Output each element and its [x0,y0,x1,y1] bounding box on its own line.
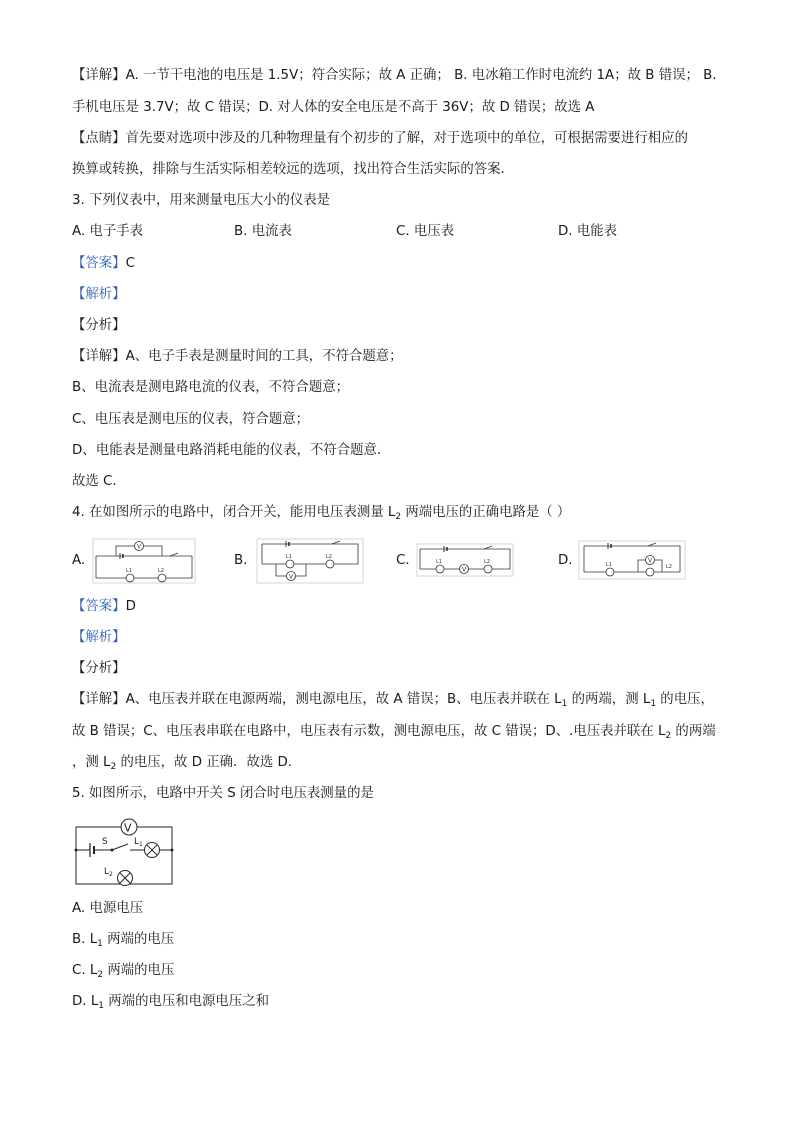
q5-l2-sub: 2 [109,871,113,878]
p1-text-1: A. 一节干电池的电压是 1.5V；符合实际；故 A 正确； B. 电冰箱工作时电流约 1A；故 B 错误； B. [125,68,717,83]
q3-option-b: B. 电流表 [234,224,292,239]
q3-detail-tag: 【详解】 [72,349,126,364]
q4-option-a-label: A. [72,553,86,568]
q4-stem [72,503,570,527]
q4-stem-a: 4. 在如图所示的电路中，闭合开关，能用电压表测量 L [72,505,396,520]
q3-answer [72,254,135,274]
q5-circuit-diagram [72,814,176,888]
q4-answer-value: D [125,599,136,614]
q4-detail-tag: 【详解】 [72,692,126,707]
q5-stem: 5. 如图所示，电路中开关 S 闭合时电压表测量的是 [72,786,374,801]
q4-detail-1 [72,690,714,714]
p1-line-2: 手机电压是 3.7V；故 C 错误；D. 对人体的安全电压是不高于 36V；故 D 错误；故选 A [72,100,595,115]
q4-detail-1c: 的电压， [656,692,714,707]
q4-detail-2 [72,722,716,746]
q5-l2-label [104,867,113,878]
q4-jiexi: 【解析】 [72,630,126,645]
q3-answer-tag: 【答案】 [72,256,126,271]
q4-detail-2-sub: 2 [665,731,672,741]
p2-line-1 [72,129,688,149]
q3-option-d: D. 电能表 [558,224,617,239]
q3-detail-4: D、电能表是测量电路消耗电能的仪表，不符合题意． [72,443,391,458]
q4-detail-3 [72,753,292,777]
q5-option-d [72,992,269,1016]
svg-text:V: V [137,543,142,551]
q4-detail-3b: 的电压，故 D 正确．故选 D. [116,755,293,770]
q4-option-b-label: B. [234,553,248,568]
q5-voltmeter-label: V [124,821,132,835]
q5-l1-label [134,837,143,848]
svg-text:L1: L1 [126,568,132,574]
q4-circuit-c-diagram [416,543,514,577]
q5-option-c-b: 两端的电压 [103,963,175,978]
svg-text:V: V [648,557,653,565]
q4-detail-3a: ，测 L [72,755,111,770]
svg-text:L2: L2 [158,568,164,574]
q3-fenxi: 【分析】 [72,318,126,333]
q5-option-c-a: C. L [72,963,98,978]
q3-option-a: A. 电子手表 [72,224,143,239]
q5-switch-label: S [102,837,108,847]
q4-detail-2a: 故 B 错误；C、电压表串联在电路中，电压表有示数，测电源电压，故 C 错误；D、.电压表并联在 L [72,724,666,739]
q4-answer-tag: 【答案】 [72,599,126,614]
q4-fenxi: 【分析】 [72,661,126,676]
q5-l2-letter: L [104,867,110,877]
q5-option-d-b: 两端的电压和电源电压之和 [104,994,269,1009]
q4-detail-1-sub: 1 [561,699,568,709]
q5-l1-sub: 1 [139,841,143,848]
q4-detail-1-sub2: 1 [650,699,657,709]
svg-text:V: V [289,573,294,581]
q4-detail-2b: 的两端 [671,724,716,739]
q4-option-c-label: C. [396,553,410,568]
q3-jiexi: 【解析】 [72,287,126,302]
q3-stem: 3. 下列仪表中，用来测量电压大小的仪表是 [72,193,331,208]
q5-l1-letter: L [134,837,140,847]
q5-option-b-b: 两端的电压 [102,932,175,947]
p2-tag: 【点睛】 [72,131,126,146]
svg-text:L1: L1 [606,562,612,568]
p2-text-1: 首先要对选项中涉及的几种物理量有个初步的了解，对于选项中的单位，可根据需要进行相应的 [125,131,688,146]
q3-option-c: C. 电压表 [396,224,455,239]
q4-option-d-label: D. [558,553,573,568]
q5-option-b [72,930,174,954]
q4-detail-1b: 的两端，测 L [567,692,651,707]
q5-option-b-sub: 1 [97,939,103,949]
q3-detail-2: B、电流表是测电路电流的仪表，不符合题意； [72,380,349,395]
q3-answer-value: C [125,256,135,271]
p2-line-2: 换算或转换，排除与生活实际相差较远的选项，找出符合生活实际的答案． [72,162,514,177]
svg-text:L1: L1 [436,559,442,565]
q5-option-c [72,961,174,985]
q4-circuit-a-diagram [92,538,196,584]
q4-detail-1a: A、电压表并联在电源两端，测电源电压，故 A 错误；B、电压表并联在 L [125,692,562,707]
svg-text:L1: L1 [286,554,292,560]
svg-text:L2: L2 [326,554,332,560]
q5-option-d-sub: 1 [98,1001,105,1011]
q4-stem-sub: 2 [395,512,402,522]
q4-answer [72,597,136,617]
q3-detail-3: C、电压表是测电压的仪表，符合题意； [72,412,309,427]
svg-text:L2: L2 [484,559,490,565]
svg-text:V: V [462,566,467,574]
q4-stem-b: 两端电压的正确电路是（ ） [401,505,571,520]
q3-detail-text-1: A、电子手表是测量时间的工具，不符合题意； [125,349,403,364]
q4-detail-3-sub: 2 [110,762,117,772]
q5-option-a: A. 电源电压 [72,901,143,916]
p1-line-1 [72,66,717,86]
svg-text:L2: L2 [666,564,672,570]
q4-circuit-b-diagram [256,538,364,584]
q3-detail-1 [72,347,403,367]
q5-option-c-sub: 2 [97,970,104,980]
q3-conclusion: 故选 C． [72,474,126,489]
q4-circuit-d-diagram [578,540,686,580]
p1-tag: 【详解】 [72,68,126,83]
q5-option-b-a: B. L [72,932,98,947]
q5-option-d-a: D. L [72,994,99,1009]
